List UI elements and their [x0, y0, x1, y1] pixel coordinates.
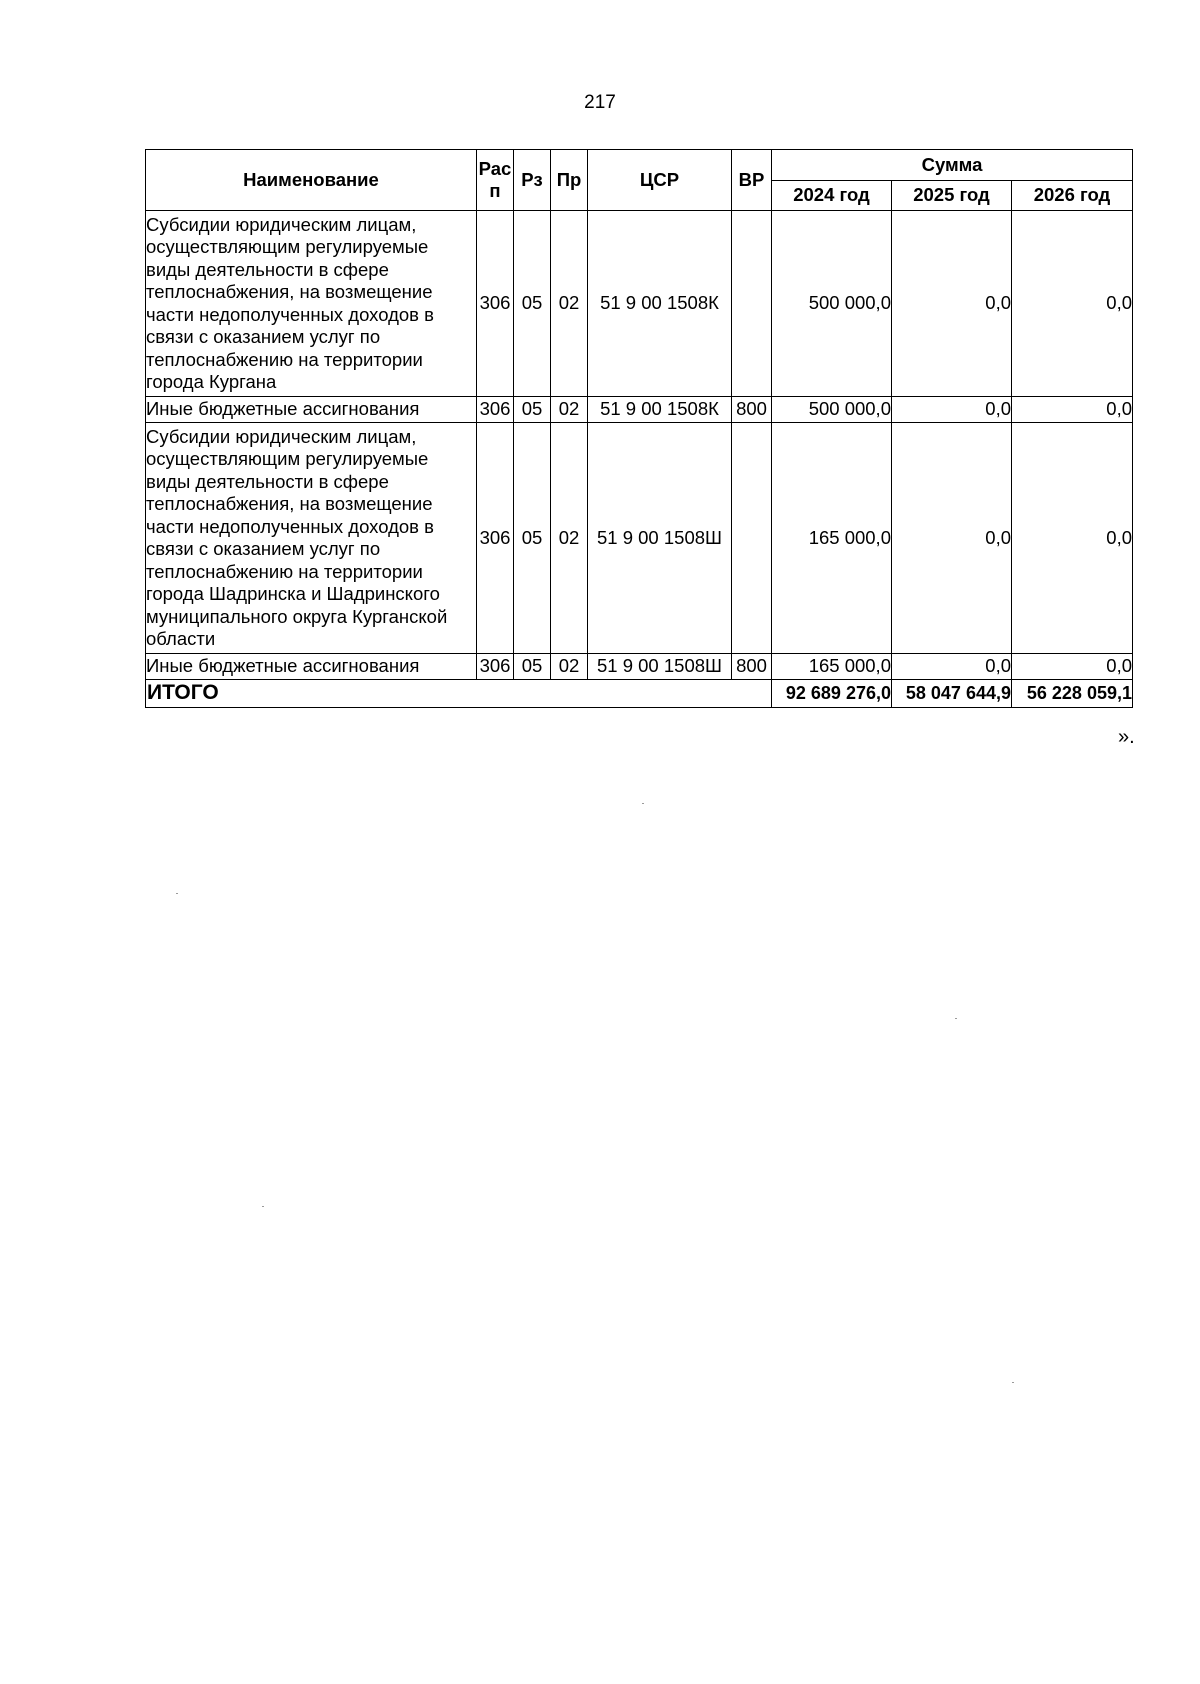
header-name: Наименование [146, 150, 477, 211]
cell-vr [732, 423, 772, 654]
cell-rz: 05 [514, 397, 551, 423]
table-row [146, 654, 1133, 680]
header-year-2025: 2025 год [892, 181, 1012, 211]
total-2025: 58 047 644,9 [892, 680, 1012, 708]
header-rz: Рз [514, 150, 551, 211]
cell-vr: 800 [732, 654, 772, 680]
cell-pr: 02 [551, 211, 588, 397]
cell-2026: 0,0 [1012, 211, 1133, 397]
table-row [146, 397, 1133, 423]
cell-rz: 05 [514, 423, 551, 654]
cell-rasp: 306 [477, 211, 514, 397]
cell-name: Субсидии юридическим лицам, осуществляющим регулируемые виды деятельности в сфере теплоснабжения, на возмещение части недополученных доходов в связи с оказанием услуг по теплоснабжению на территории города Кургана [146, 211, 477, 397]
header-rasp: Рас п [477, 150, 514, 211]
cell-vr: 800 [732, 397, 772, 423]
scan-speck [642, 803, 644, 804]
scan-speck [176, 893, 178, 894]
cell-pr: 02 [551, 397, 588, 423]
cell-2024: 165 000,0 [772, 423, 892, 654]
cell-rz: 05 [514, 211, 551, 397]
cell-csr: 51 9 00 1508Ш [588, 423, 732, 654]
cell-2025: 0,0 [892, 211, 1012, 397]
cell-csr: 51 9 00 1508Ш [588, 654, 732, 680]
cell-2026: 0,0 [1012, 397, 1133, 423]
header-row [146, 150, 1133, 181]
cell-csr: 51 9 00 1508К [588, 211, 732, 397]
header-year-2026: 2026 год [1012, 181, 1133, 211]
page-number: 217 [584, 92, 616, 113]
cell-2024: 165 000,0 [772, 654, 892, 680]
header-pr: Пр [551, 150, 588, 211]
header-vr: ВР [732, 150, 772, 211]
cell-name: Иные бюджетные ассигнования [146, 654, 477, 680]
budget-table [145, 149, 1133, 708]
table-row [146, 423, 1133, 654]
cell-2024: 500 000,0 [772, 397, 892, 423]
total-label: ИТОГО [146, 680, 772, 708]
cell-2026: 0,0 [1012, 423, 1133, 654]
cell-2026: 0,0 [1012, 654, 1133, 680]
cell-2025: 0,0 [892, 423, 1012, 654]
total-2026: 56 228 059,1 [1012, 680, 1133, 708]
cell-name: Иные бюджетные ассигнования [146, 397, 477, 423]
closing-quote: ». [1118, 726, 1135, 748]
cell-pr: 02 [551, 423, 588, 654]
scan-speck [262, 1206, 264, 1207]
scan-speck [955, 1018, 957, 1019]
total-row [146, 680, 1133, 708]
cell-csr: 51 9 00 1508К [588, 397, 732, 423]
cell-2025: 0,0 [892, 397, 1012, 423]
cell-pr: 02 [551, 654, 588, 680]
table-row [146, 211, 1133, 397]
cell-rasp: 306 [477, 654, 514, 680]
cell-vr [732, 211, 772, 397]
header-sum: Сумма [772, 150, 1133, 181]
header-csr: ЦСР [588, 150, 732, 211]
header-year-2024: 2024 год [772, 181, 892, 211]
cell-rasp: 306 [477, 423, 514, 654]
cell-rz: 05 [514, 654, 551, 680]
scan-speck [1012, 1382, 1014, 1383]
cell-rasp: 306 [477, 397, 514, 423]
cell-name: Субсидии юридическим лицам, осуществляющим регулируемые виды деятельности в сфере теплоснабжения, на возмещение части недополученных доходов в связи с оказанием услуг по теплоснабжению на территории города Шадринска и Шадринского муниципального округа Курганской области [146, 423, 477, 654]
cell-2025: 0,0 [892, 654, 1012, 680]
total-2024: 92 689 276,0 [772, 680, 892, 708]
cell-2024: 500 000,0 [772, 211, 892, 397]
